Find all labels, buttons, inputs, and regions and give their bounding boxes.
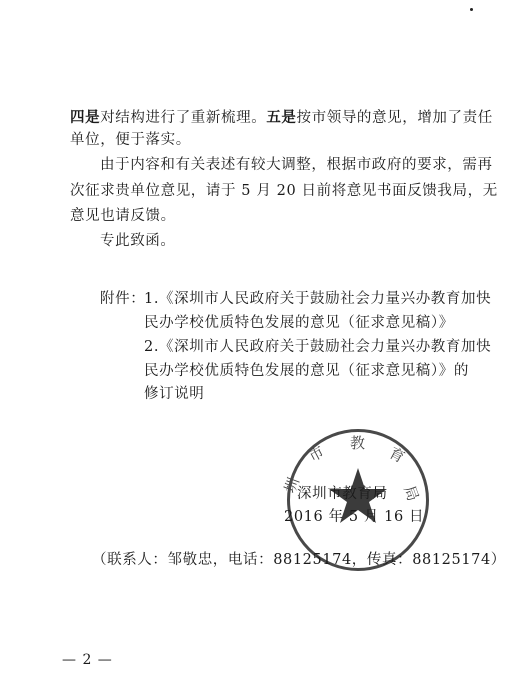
attachment-1-title-line-2: 民办学校优质特色发展的意见（征求意见稿）》 [144, 315, 454, 331]
svg-text:教: 教 [350, 434, 366, 452]
point-five-label: 五是 [266, 109, 297, 126]
svg-text:圳: 圳 [280, 475, 303, 496]
attachment-1-number: 1. [144, 291, 160, 307]
point-four-label: 四是 [70, 109, 101, 126]
paragraph-2-line-1: 由于内容和有关表述有较大调整，根据市政府的要求，需再 [100, 157, 493, 173]
svg-text:市: 市 [305, 442, 328, 466]
contact-info: （联系人：邹敬忠，电话：88125174，传真：88125174） [92, 552, 506, 568]
attachment-2-number: 2. [144, 339, 160, 355]
svg-text:局: 局 [400, 483, 423, 504]
attachment-2-title-line-2: 民办学校优质特色发展的意见（征求意见稿）》的 [144, 363, 469, 379]
scan-speck [470, 8, 473, 11]
attachment-label: 附件： [100, 291, 146, 307]
paragraph-1-line-2: 单位，便于落实。 [70, 132, 191, 148]
page-number: — 2 — [62, 652, 113, 668]
issue-date: 2016 年 5 月 16 日 [284, 509, 425, 525]
issuer-name: 深圳市教育局 [297, 486, 388, 502]
svg-text:育: 育 [386, 443, 408, 467]
paragraph-2-line-3: 意见也请反馈。 [70, 208, 176, 224]
attachment-2-title-line-3: 修订说明 [144, 386, 205, 402]
point-four-text: 对结构进行了重新梳理。 [100, 110, 267, 126]
attachment-2-title-line-1: 《深圳市人民政府关于鼓励社会力量兴办教育加快 [159, 339, 492, 355]
paragraph-2-line-2: 次征求贵单位意见，请于 5 月 20 日前将意见书面反馈我局，无 [70, 183, 498, 199]
closing-remark: 专此致函。 [100, 233, 176, 249]
paragraph-1-line-1 [70, 108, 493, 128]
attachment-1-title-line-1: 《深圳市人民政府关于鼓励社会力量兴办教育加快 [159, 291, 492, 307]
point-five-text: 按市领导的意见，增加了责任 [296, 110, 493, 126]
